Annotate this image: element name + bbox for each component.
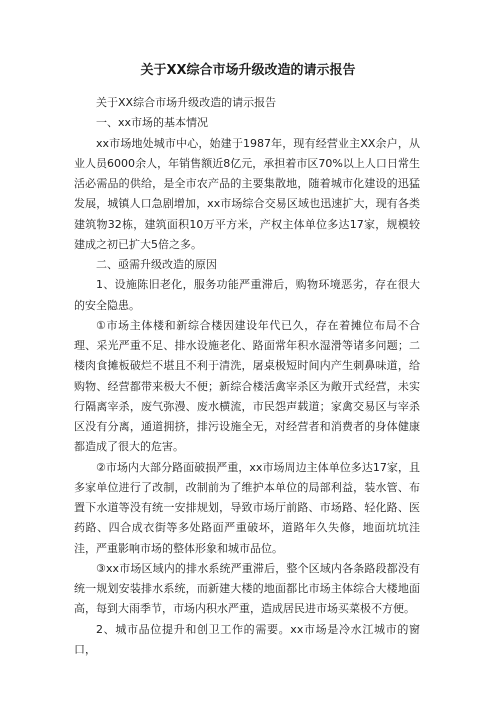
paragraph-reason-2: 2、城市品位提升和创卫工作的需要。xx市场是冷水江城市的窗口， <box>74 622 420 656</box>
subtitle-paragraph: 关于XX综合市场升级改造的请示报告 <box>96 96 277 109</box>
paragraph-basic-info: xx市场地处城市中心，始建于1987年，现有经营业主XX余户，从业人员6000余人，年销售额近8亿元，承担着市区70%以上人口日常生活必需品的供给，是全市农产品的主要集散地，随着城市化建设的迅猛发展，城镇人口急剧增加，xx市场综合交易区域也迅速扩大，现有各类建筑物32栋，建筑面积10万平方米，产权主体单位多达17家，规模较建成之初已扩大5倍之多。 <box>74 136 420 251</box>
section-heading-1: 一、xx市场的基本情况 <box>96 116 209 130</box>
paragraph-reason-1: 1、设施陈旧老化，服务功能严重滞后，购物环境恶劣，存在很大的安全隐患。 <box>74 278 420 312</box>
paragraph-item-2: ②市场内大部分路面破损严重，xx市场周边主体单位多达17家，且多家单位进行了改制，改制前为了维护本单位的局部利益，装水管、布置下水道等没有统一安排规划，导致市场厅前路、市场路、轻化路、医药路、四合成衣街等多处路面严重破坏，道路年久失修，地面坑坑洼洼，严重影响市场的整体形象和城市品位。 <box>74 460 420 555</box>
document-body <box>74 93 420 660</box>
section-heading-2: 二、亟需升级改造的原因 <box>96 258 217 271</box>
document-title: 关于XX综合市场升级改造的请示报告 <box>140 63 356 78</box>
paragraph-item-3: ③xx市场区域内的排水系统严重滞后，整个区域内各条路段都没有统一规划安装排水系统，而新建大楼的地面都比市场主体综合大楼地面高，每到大雨季节，市场内积水严重，造成居民进市场买菜极不方便。 <box>74 561 420 616</box>
paragraph-item-1: ①市场主体楼和新综合楼因建设年代已久，存在着摊位布局不合理、采光严重不足、排水设施老化、路面常年积水湿滑等诸多问题；二楼肉食摊板破烂不堪且不利于清洗，屠桌极短时间内产生刺鼻味道，给购物、经营都带来极大不便；新综合楼活禽宰杀区为敞开式经营，未实行隔离宰杀，废气弥漫、废水横流，市民怨声载道；家禽交易区与宰杀区没有分离，通道拥挤，排污设施全无，对经营者和消费者的身体健康都造成了很大的危害。 <box>74 318 420 454</box>
